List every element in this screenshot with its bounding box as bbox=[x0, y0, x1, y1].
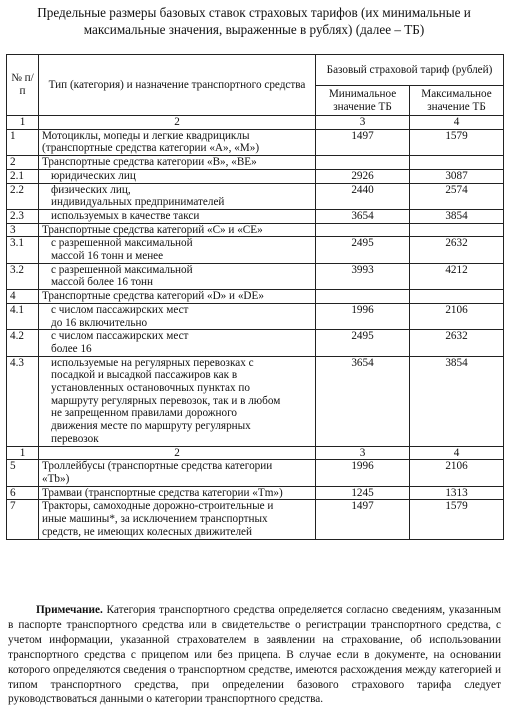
description-line: Транспортные средства категории «В», «ВЕ» bbox=[42, 156, 257, 169]
table-row bbox=[7, 263, 504, 289]
row-min-value: 3654 bbox=[316, 209, 410, 223]
table-row bbox=[7, 290, 504, 304]
row-number: 4.3 bbox=[7, 356, 39, 446]
row-number: 2 bbox=[7, 156, 39, 170]
row-description bbox=[39, 156, 316, 170]
row-max-value bbox=[410, 223, 504, 237]
row-min-value: 1996 bbox=[316, 460, 410, 486]
description-line: не запрещенном правилами дорожного bbox=[51, 407, 237, 420]
column-number-cell: 2 bbox=[39, 446, 316, 460]
row-description bbox=[39, 237, 316, 263]
row-max-value: 2632 bbox=[410, 237, 504, 263]
row-max-value: 1579 bbox=[410, 129, 504, 155]
row-description bbox=[39, 129, 316, 155]
row-description bbox=[39, 169, 316, 183]
table-row bbox=[7, 237, 504, 263]
table-row bbox=[7, 303, 504, 329]
table-row bbox=[7, 209, 504, 223]
header-min-value: Минимальное значение ТБ bbox=[316, 86, 410, 116]
row-max-value bbox=[410, 156, 504, 170]
description-line: Транспортные средства категорий «С» и «СЕ» bbox=[42, 223, 263, 236]
column-number-cell: 3 bbox=[316, 446, 410, 460]
description-line: с разрешенной максимальной bbox=[51, 237, 193, 250]
column-number-cell: 2 bbox=[39, 116, 316, 130]
column-number-row bbox=[7, 446, 504, 460]
row-max-value: 2106 bbox=[410, 460, 504, 486]
description-line: средств, не имеющих колесных движителей bbox=[42, 525, 252, 538]
row-max-value: 3854 bbox=[410, 209, 504, 223]
row-description bbox=[39, 183, 316, 209]
row-description bbox=[39, 500, 316, 539]
description-line: Троллейбусы (транспортные средства категории bbox=[42, 460, 273, 473]
row-description bbox=[39, 209, 316, 223]
row-max-value: 1313 bbox=[410, 486, 504, 500]
description-line: «Tb») bbox=[42, 472, 70, 485]
description-line: Транспортные средства категорий «D» и «DE» bbox=[42, 290, 264, 303]
row-min-value bbox=[316, 223, 410, 237]
table-row bbox=[7, 486, 504, 500]
row-min-value: 1497 bbox=[316, 129, 410, 155]
row-number: 3 bbox=[7, 223, 39, 237]
description-line: маршруту регулярных перевозок, так и в любом bbox=[51, 394, 281, 407]
row-max-value: 3087 bbox=[410, 169, 504, 183]
description-line: перевозок bbox=[51, 432, 99, 445]
row-number: 3.2 bbox=[7, 263, 39, 289]
description-line: массой более 16 тонн bbox=[51, 276, 154, 289]
row-description bbox=[39, 486, 316, 500]
row-number: 4 bbox=[7, 290, 39, 304]
row-description bbox=[39, 290, 316, 304]
description-line: с числом пассажирских мест bbox=[51, 303, 189, 316]
column-number-cell: 3 bbox=[316, 116, 410, 130]
row-number: 4.1 bbox=[7, 303, 39, 329]
header-base-tariff: Базовый страховой тариф (рублей) bbox=[316, 55, 504, 86]
table-row bbox=[7, 356, 504, 446]
header-vehicle-type: Тип (категория) и назначение транспортного средства bbox=[39, 55, 316, 116]
table-row bbox=[7, 129, 504, 155]
description-line: (транспортные средства категории «А», «М») bbox=[42, 142, 260, 155]
row-min-value bbox=[316, 156, 410, 170]
row-min-value: 1996 bbox=[316, 303, 410, 329]
row-min-value: 1497 bbox=[316, 500, 410, 539]
description-line: с числом пассажирских мест bbox=[51, 330, 189, 343]
row-max-value: 2106 bbox=[410, 303, 504, 329]
document-title: Предельные размеры базовых ставок страховых тарифов (их минимальные и максимальные значения, выраженные в рублях) (далее – ТБ) bbox=[37, 5, 471, 37]
row-description bbox=[39, 330, 316, 356]
column-number-row bbox=[7, 116, 504, 130]
row-min-value: 1245 bbox=[316, 486, 410, 500]
description-line: массой 16 тонн и менее bbox=[51, 250, 164, 263]
table-row bbox=[7, 183, 504, 209]
column-number-cell: 4 bbox=[410, 446, 504, 460]
row-max-value: 2574 bbox=[410, 183, 504, 209]
description-line: Трамваи (транспортные средства категории «Tm») bbox=[42, 486, 283, 499]
description-line: иные машины*, за исключением транспортных bbox=[42, 513, 268, 526]
row-max-value: 1579 bbox=[410, 500, 504, 539]
tariff-table bbox=[6, 54, 504, 540]
table-row bbox=[7, 223, 504, 237]
description-line: до 16 включительно bbox=[51, 316, 148, 329]
row-number: 2.1 bbox=[7, 169, 39, 183]
row-min-value: 3993 bbox=[316, 263, 410, 289]
description-line: установленных остановочных пунктах по bbox=[51, 382, 250, 395]
row-number: 2.2 bbox=[7, 183, 39, 209]
row-description bbox=[39, 303, 316, 329]
description-line: индивидуальных предпринимателей bbox=[51, 196, 225, 209]
row-max-value bbox=[410, 290, 504, 304]
table-row bbox=[7, 500, 504, 539]
row-description bbox=[39, 460, 316, 486]
note-label: Примечание. bbox=[36, 604, 103, 616]
note-text: Категория транспортного средства определяется согласно сведениям, указанным в паспорте транспортного средства или в свидетельстве о регистрации транспортного средства, с учетом информации, указанной страхователем в заявлении на страхование, об использовании транспортного средства с прицепом или без прицепа. В случае если в документе, на основании которого определяются сведения о транспортном средстве, имеются расхождения между категорией и типом транспортного средства, при определении базового страхового тарифа следует руководствоваться данными о категории транспортного средства. bbox=[8, 604, 501, 706]
row-description bbox=[39, 223, 316, 237]
description-line: используемые на регулярных перевозках с bbox=[51, 356, 254, 369]
description-line: Мотоциклы, мопеды и легкие квадрициклы bbox=[42, 129, 250, 142]
description-line: физических лиц, bbox=[51, 183, 131, 196]
description-line: движения месте по маршруту регулярных bbox=[51, 420, 251, 433]
row-max-value: 4212 bbox=[410, 263, 504, 289]
description-line: Тракторы, самоходные дорожно-строительные и bbox=[42, 500, 274, 513]
column-number-cell: 1 bbox=[7, 116, 39, 130]
description-line: с разрешенной максимальной bbox=[51, 263, 193, 276]
row-min-value: 2926 bbox=[316, 169, 410, 183]
header-number: № п/п bbox=[7, 55, 39, 116]
description-line: более 16 bbox=[51, 342, 92, 355]
table-row bbox=[7, 169, 504, 183]
description-line: посадкой и высадкой пассажиров как в bbox=[51, 369, 238, 382]
table-row bbox=[7, 460, 504, 486]
row-max-value: 2632 bbox=[410, 330, 504, 356]
row-number: 5 bbox=[7, 460, 39, 486]
table-row bbox=[7, 330, 504, 356]
row-number: 1 bbox=[7, 129, 39, 155]
row-description bbox=[39, 263, 316, 289]
row-number: 4.2 bbox=[7, 330, 39, 356]
note-paragraph bbox=[8, 603, 501, 707]
column-number-cell: 1 bbox=[7, 446, 39, 460]
row-number: 6 bbox=[7, 486, 39, 500]
column-number-cell: 4 bbox=[410, 116, 504, 130]
row-description bbox=[39, 356, 316, 446]
header-max-value: Максимальное значение ТБ bbox=[410, 86, 504, 116]
row-number: 3.1 bbox=[7, 237, 39, 263]
row-min-value: 2440 bbox=[316, 183, 410, 209]
description-line: используемых в качестве такси bbox=[51, 209, 200, 222]
table-row bbox=[7, 156, 504, 170]
row-min-value: 2495 bbox=[316, 237, 410, 263]
description-line: юридических лиц bbox=[51, 169, 136, 182]
row-min-value: 3654 bbox=[316, 356, 410, 446]
row-min-value bbox=[316, 290, 410, 304]
row-number: 7 bbox=[7, 500, 39, 539]
row-number: 2.3 bbox=[7, 209, 39, 223]
row-max-value: 3854 bbox=[410, 356, 504, 446]
row-min-value: 2495 bbox=[316, 330, 410, 356]
